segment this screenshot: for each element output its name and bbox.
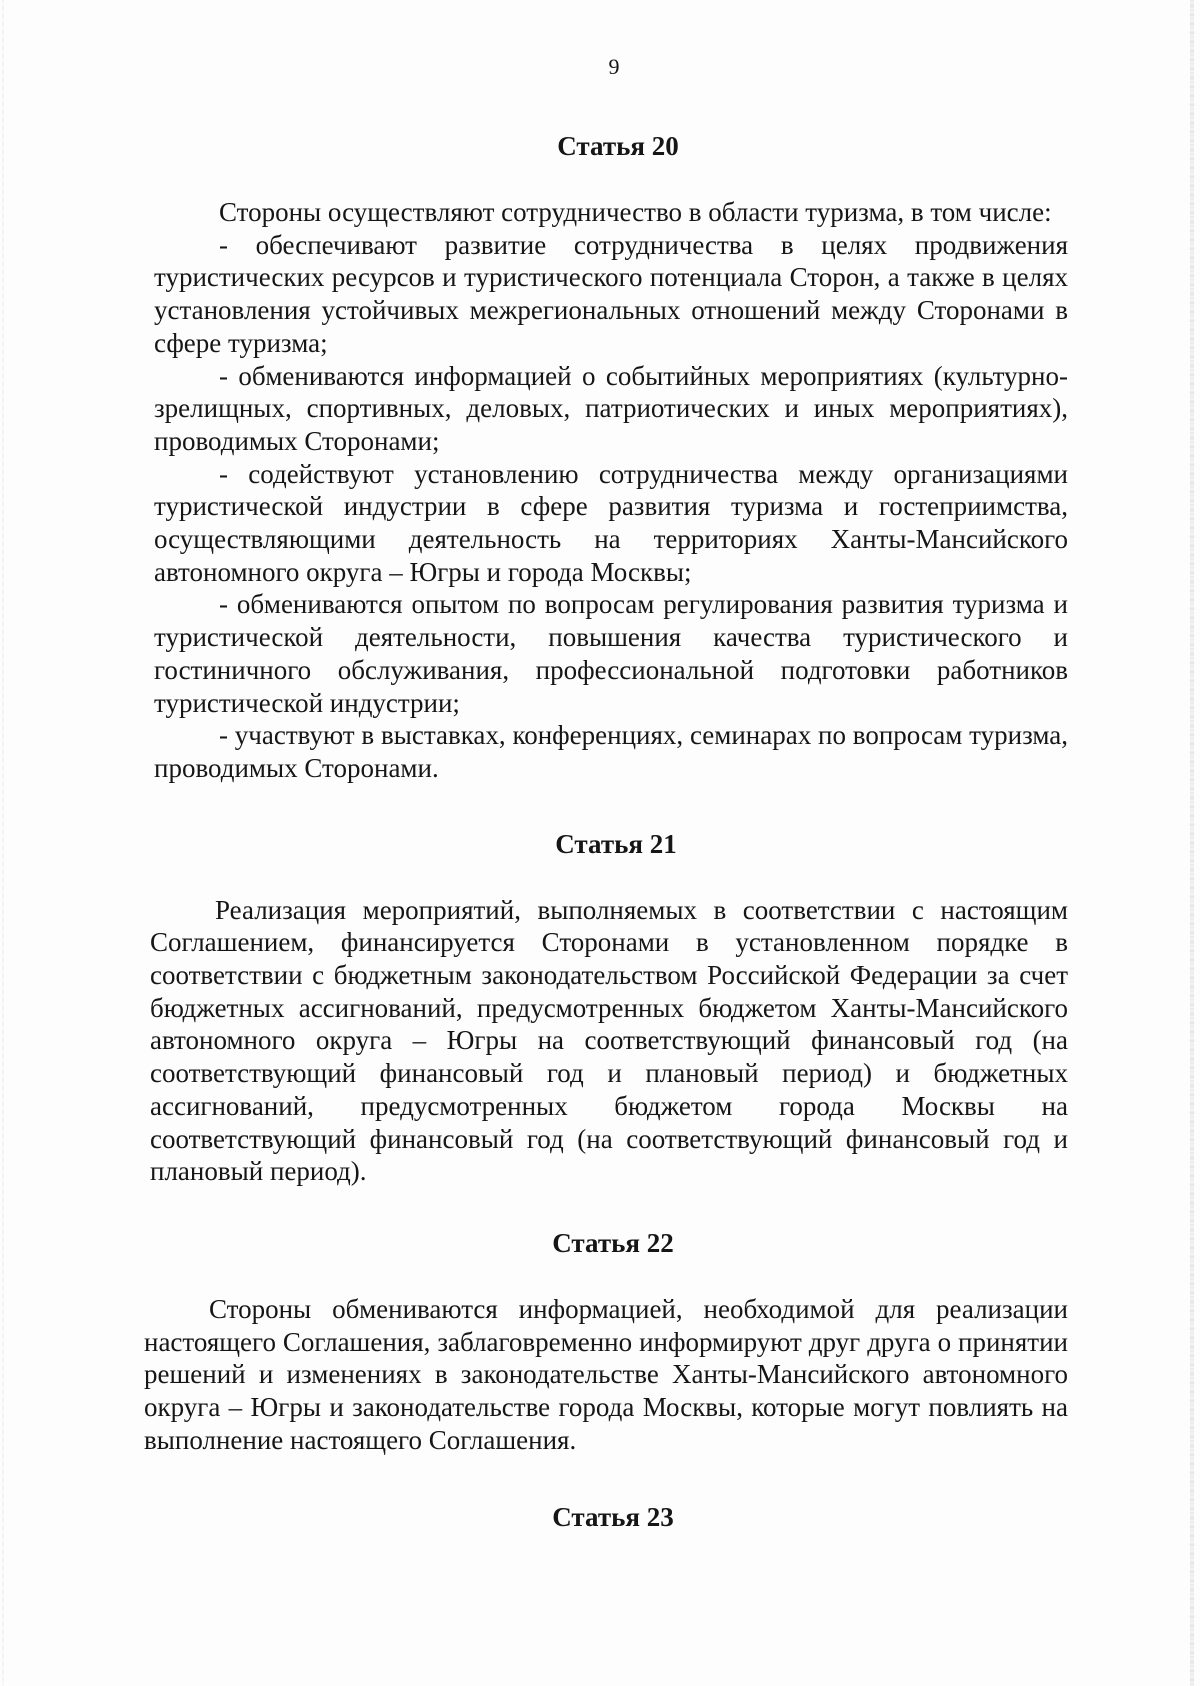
page-number: 9: [608, 54, 620, 79]
article-20: [154, 130, 1068, 785]
article-23: [144, 1501, 1068, 1533]
article-text: Реализация мероприятий, выполняемых в соответствии с настоящим Соглашением, финансируется Сторонами в установленном порядке в соответствии с бюджетным законодательством Российской Федерации за счет бюджетных ассигнований, предусмотренных бюджетом Ханты-Мансийского автономного округа – Югры на соответствующий финансовый год (на соответствующий финансовый год и плановый период) и бюджетных ассигнований, предусмотренных бюджетом города Москвы на соответствующий финансовый год (на соответствующий финансовый год и плановый период).: [150, 894, 1068, 1187]
article-heading: Статья 20: [557, 131, 679, 161]
article-intro: Стороны осуществляют сотрудничество в области туризма, в том числе:: [219, 197, 1052, 227]
article-22: [144, 1227, 1068, 1457]
list-item: - обеспечивают развитие сотрудничества в целях продвижения туристических ресурсов и туристического потенциала Сторон, а также в целях установления устойчивых межрегиональных отношений между Сторонами в сфере туризма;: [154, 229, 1068, 358]
scan-edge-left: [2, 0, 4, 1686]
scan-edge-right: [1190, 0, 1194, 1686]
article-heading: Статья 22: [552, 1227, 674, 1258]
article-heading: Статья 21: [555, 828, 677, 859]
document-body: [144, 130, 1068, 1533]
list-item: - обмениваются опытом по вопросам регулирования развития туризма и туристической деятельности, повышения качества туристического и гостиничного обслуживания, профессиональной подготовки работников туристической индустрии;: [154, 589, 1068, 718]
article-21: [150, 828, 1068, 1188]
list-item: - содействуют установлению сотрудничества между организациями туристической индустрии в сфере развития туризма и гостеприимства, осуществляющими деятельность на территориях Ханты-Мансийского автономного округа – Югры и города Москвы;: [154, 458, 1068, 587]
article-heading: Статья 23: [552, 1501, 674, 1532]
list-item: - участвуют в выставках, конференциях, семинарах по вопросам туризма, проводимых Сторонами.: [154, 720, 1068, 783]
list-item: - обмениваются информацией о событийных мероприятиях (культурно-зрелищных, спортивных, деловых, патриотических и иных мероприятиях), проводимых Сторонами;: [154, 360, 1068, 456]
article-text: Стороны обмениваются информацией, необходимой для реализации настоящего Соглашения, заблаговременно информируют друг друга о принятии решений и изменениях в законодательстве Ханты-Мансийского автономного округа – Югры и законодательстве города Москвы, которые могут повлиять на выполнение настоящего Соглашения.: [144, 1293, 1068, 1455]
